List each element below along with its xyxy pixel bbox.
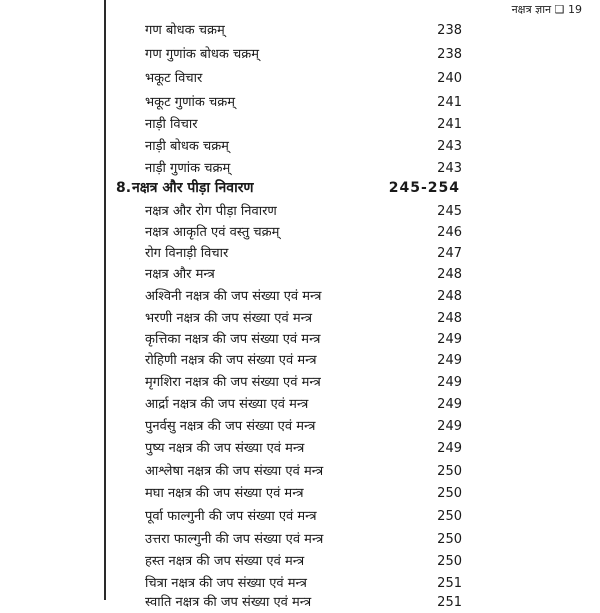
toc-entry-title: मघा नक्षत्र की जप संख्या एवं मन्त्र: [145, 486, 304, 501]
toc-entry-page: 251: [437, 576, 462, 591]
running-header: नक्षत्र ज्ञान ❑ 19: [511, 3, 582, 16]
toc-entry-page: 241: [437, 117, 462, 132]
toc-entry-page: 238: [437, 47, 462, 62]
toc-entry: [0, 551, 600, 572]
toc-entry: [0, 222, 600, 243]
toc-entry: [0, 329, 600, 350]
section-title: नक्षत्र और पीड़ा निवारण: [132, 180, 254, 196]
toc-entry: [0, 201, 600, 222]
toc-entry-title: गण गुणांक बोधक चक्रम्: [145, 47, 259, 62]
toc-entry: [0, 68, 600, 89]
toc-entry-title: गण बोधक चक्रम्: [145, 23, 225, 38]
toc-entry-title: भकूट गुणांक चक्रम्: [145, 95, 236, 110]
toc-entry: [0, 158, 600, 179]
toc-entry: [0, 286, 600, 307]
section-page-range: 245-254: [388, 180, 460, 196]
toc-entry-page: 250: [437, 464, 462, 479]
toc-entry-page: 248: [437, 311, 462, 326]
toc-entry: [0, 461, 600, 482]
toc-entry-title: पुष्य नक्षत्र की जप संख्या एवं मन्त्र: [145, 441, 305, 456]
toc-entry-title: हस्त नक्षत्र की जप संख्या एवं मन्त्र: [145, 554, 305, 569]
toc-entry: [0, 483, 600, 504]
toc-entry-title: चित्रा नक्षत्र की जप संख्या एवं मन्त्र: [145, 576, 307, 591]
toc-entry: [0, 44, 600, 65]
toc-entry-title: रोहिणी नक्षत्र की जप संख्या एवं मन्त्र: [145, 353, 317, 368]
section-heading: [0, 178, 600, 199]
toc-entry-page: 247: [437, 246, 462, 261]
toc-entry-title: आर्द्रा नक्षत्र की जप संख्या एवं मन्त्र: [145, 397, 309, 412]
toc-entry-page: 250: [437, 509, 462, 524]
toc-entry: [0, 592, 600, 613]
toc-entry: [0, 136, 600, 157]
toc-entry: [0, 438, 600, 459]
toc-entry: [0, 573, 600, 594]
toc-entry-page: 241: [437, 95, 462, 110]
toc-entry-title: मृगशिरा नक्षत्र की जप संख्या एवं मन्त्र: [145, 375, 321, 390]
toc-entry-title: पूर्वा फाल्गुनी की जप संख्या एवं मन्त्र: [145, 509, 317, 524]
toc-entry-page: 245: [437, 204, 462, 219]
toc-entry-page: 250: [437, 554, 462, 569]
toc-entry-title: उत्तरा फाल्गुनी की जप संख्या एवं मन्त्र: [145, 532, 324, 547]
toc-entry-page: 249: [437, 441, 462, 456]
toc-entry-title: अश्विनी नक्षत्र की जप संख्या एवं मन्त्र: [145, 289, 322, 304]
toc-entry-page: 243: [437, 139, 462, 154]
toc-entry-page: 243: [437, 161, 462, 176]
toc-entry-page: 249: [437, 397, 462, 412]
toc-entry: [0, 20, 600, 41]
toc-entry-page: 249: [437, 375, 462, 390]
toc-entry: [0, 350, 600, 371]
toc-entry: [0, 92, 600, 113]
toc-entry: [0, 264, 600, 285]
toc-entry: [0, 506, 600, 527]
toc-entry-title: नाड़ी बोधक चक्रम्: [145, 139, 229, 154]
toc-entry-page: 249: [437, 419, 462, 434]
toc-entry: [0, 372, 600, 393]
toc-entry-page: 250: [437, 486, 462, 501]
toc-entry-page: 248: [437, 267, 462, 282]
toc-entry-page: 251: [437, 595, 462, 610]
toc-entry: [0, 114, 600, 135]
toc-entry-title: नक्षत्र और रोग पीड़ा निवारण: [145, 204, 277, 219]
toc-entry-page: 240: [437, 71, 462, 86]
toc-entry-title: भकूट विचार: [145, 71, 203, 86]
toc-entry-page: 249: [437, 353, 462, 368]
toc-entry-page: 246: [437, 225, 462, 240]
toc-entry-title: नाड़ी गुणांक चक्रम्: [145, 161, 231, 176]
toc-entry-title: नक्षत्र और मन्त्र: [145, 267, 215, 282]
section-number: 8.: [116, 180, 132, 196]
toc-entry-title: नक्षत्र आकृति एवं वस्तु चक्रम्: [145, 225, 280, 240]
toc-entry-page: 250: [437, 532, 462, 547]
toc-entry-page: 249: [437, 332, 462, 347]
toc-entry-title: स्वाति नक्षत्र की जप संख्या एवं मन्त्र: [145, 595, 312, 610]
toc-entry-title: भरणी नक्षत्र की जप संख्या एवं मन्त्र: [145, 311, 313, 326]
toc-entry: [0, 416, 600, 437]
toc-entry-page: 248: [437, 289, 462, 304]
toc-entry-title: रोग विनाड़ी विचार: [145, 246, 229, 261]
toc-entry: [0, 243, 600, 264]
toc-entry-title: पुनर्वसु नक्षत्र की जप संख्या एवं मन्त्र: [145, 419, 316, 434]
toc-entry-title: कृत्तिका नक्षत्र की जप संख्या एवं मन्त्र: [145, 332, 321, 347]
toc-entry: [0, 394, 600, 415]
toc-entry: [0, 529, 600, 550]
toc-entry: [0, 308, 600, 329]
toc-entry-title: आश्लेषा नक्षत्र की जप संख्या एवं मन्त्र: [145, 464, 324, 479]
toc-entry-page: 238: [437, 23, 462, 38]
toc-entry-title: नाड़ी विचार: [145, 117, 198, 132]
